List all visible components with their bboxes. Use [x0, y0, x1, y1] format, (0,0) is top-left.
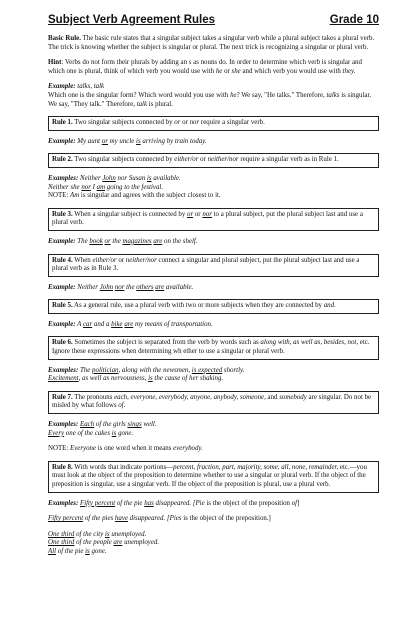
- example-underlined: One third: [48, 530, 75, 538]
- example-text: nor: [115, 174, 129, 182]
- rule-keyword: or: [187, 210, 194, 218]
- hint-text: is singular. We say, "They talk." Therefore,: [48, 91, 372, 108]
- basic-rule-label: Basic Rule.: [48, 35, 81, 42]
- example-underlined: John: [102, 174, 116, 182]
- rule-keyword: neither/nor: [125, 256, 157, 264]
- rule-keyword: of: [118, 402, 124, 410]
- rule-text: Sometimes the subject is separated from the verb by words such as: [72, 339, 261, 347]
- rule-keyword: either/or: [174, 156, 199, 164]
- example-text: available.: [151, 174, 181, 182]
- rule-text: require a singular verb as in Rule 1.: [238, 156, 339, 164]
- example-underlined: others: [136, 283, 154, 291]
- example-underlined: is: [136, 137, 141, 145]
- example-6: [48, 367, 379, 384]
- rule-text: require a singular verb.: [199, 119, 265, 127]
- rule-label: Rule 3.: [52, 210, 73, 218]
- example-underlined: or: [101, 137, 108, 145]
- rule-text: to a plural subject, put the plural subject last and use a plural verb.: [52, 210, 363, 227]
- example-label: Example:: [48, 320, 76, 328]
- rule-label: Rule 5.: [52, 302, 73, 310]
- hint-paragraph: [48, 59, 379, 76]
- example-4: [48, 284, 379, 293]
- hint-he: he: [215, 67, 223, 75]
- example-8a: [48, 500, 379, 509]
- hint-example: [48, 83, 379, 109]
- rule-7-box: [48, 391, 379, 414]
- example-text: Pie: [195, 499, 205, 507]
- example-label: Example:: [48, 237, 76, 245]
- example-underlined: Fifty percent: [79, 499, 116, 507]
- hint-text: and which verb you would use with: [240, 67, 343, 75]
- example-underlined: is: [85, 547, 90, 555]
- note-label: NOTE:: [48, 445, 71, 453]
- example-underlined: Fifty percent: [48, 515, 84, 523]
- example-underlined: book: [89, 237, 103, 245]
- example-underlined: sings: [127, 421, 142, 429]
- note-keyword: Everyone: [70, 445, 97, 453]
- example-text: the: [124, 283, 137, 291]
- hint-talk: talk: [136, 100, 148, 108]
- example-underlined: am: [96, 183, 106, 191]
- example-underlined: Each: [79, 421, 95, 429]
- rule-keyword: either/or: [92, 256, 117, 264]
- example-underlined: nor: [114, 283, 125, 291]
- example-text: I: [90, 183, 97, 191]
- example-8c: [48, 531, 379, 557]
- rule-text: As a general rule, use a plural verb with two or more subjects when they are connected by: [72, 302, 324, 310]
- example-label: Examples:: [48, 174, 79, 182]
- rule-text: .: [123, 402, 126, 410]
- example-underlined: are: [113, 539, 123, 547]
- example-label: Examples:: [48, 366, 79, 374]
- rule-text: or: [180, 119, 190, 127]
- example-underlined: John: [99, 283, 114, 291]
- example-underlined: Excitement: [48, 375, 79, 383]
- example-text: , along with the newsmen,: [118, 366, 192, 374]
- rule-keyword: neither/nor: [207, 156, 239, 164]
- example-text: well.: [141, 421, 157, 429]
- rule-keyword: percent, fraction, part, majority, some, all, none, remainder,: [173, 463, 339, 471]
- example-underlined: are: [155, 283, 165, 291]
- rule-text: etc. Ignore these expressions when determining wh ether to use a singular or plural verb.: [52, 339, 370, 356]
- example-label: Example:: [48, 283, 76, 291]
- rule-label: Rule 6.: [52, 339, 73, 347]
- example-text: of the city: [74, 530, 105, 538]
- rule-8-box: [48, 461, 379, 493]
- example-underlined: nor: [81, 183, 91, 191]
- rule-text: When a singular subject is connected by: [72, 210, 187, 218]
- rule-label: Rule 4.: [52, 256, 73, 264]
- example-text: one of the cakes: [64, 429, 112, 437]
- example-5: [48, 321, 379, 330]
- rule-text: With words that indicate portions—: [72, 463, 174, 471]
- example-label: Examples:: [48, 499, 79, 507]
- example-text: is the object of the preposition: [204, 499, 292, 507]
- rule-text: or: [193, 210, 203, 218]
- example-underlined: politician: [92, 366, 119, 374]
- rule-label: Rule 2.: [52, 156, 73, 164]
- example-text: Neither: [78, 174, 103, 182]
- rule-label: Rule 1.: [52, 119, 73, 127]
- rule-text: or: [198, 156, 208, 164]
- example-underlined: has: [144, 499, 154, 507]
- rule-3-box: [48, 208, 379, 231]
- example-underlined: One third: [48, 539, 75, 547]
- hint-s: s: [188, 59, 192, 67]
- rule-text: connect a singular and plural subject, put the plural subject last and use a plural verb as in Rule 3.: [52, 256, 360, 273]
- example-text: My aunt: [75, 137, 102, 145]
- example-text: shortly.: [222, 366, 245, 374]
- example-text: the cause of her shaking.: [152, 375, 224, 383]
- example-text: my means of transportation.: [133, 320, 213, 328]
- note-keyword: everybody.: [173, 445, 203, 453]
- example-text: of the pie: [56, 547, 86, 555]
- rule-keyword: along with, as well as, besides, not,: [260, 339, 359, 347]
- example-text: Susan: [128, 174, 146, 182]
- example-underlined: is expected: [191, 366, 223, 374]
- example-text: The: [75, 237, 90, 245]
- example-text: of: [291, 499, 298, 507]
- example-underlined: is: [104, 530, 110, 538]
- example-text: is the object of the preposition.]: [181, 515, 271, 523]
- note-text: is singular and agrees with the subject closest to it.: [79, 192, 221, 200]
- rule-text: Two singular subjects connected by: [72, 119, 175, 127]
- example-underlined: car: [82, 320, 93, 328]
- example-text: going to the festival.: [105, 183, 164, 191]
- example-text: of the people: [74, 539, 114, 547]
- example-underlined: are: [124, 320, 134, 328]
- example-text: my uncle: [107, 137, 137, 145]
- rule-text: are singular. Do not be misled by what follows: [52, 393, 372, 410]
- hint-talks: talks: [326, 91, 340, 99]
- example-2: [48, 175, 379, 201]
- rule-keyword: nor: [189, 119, 200, 127]
- rule-keyword: and: [323, 302, 335, 310]
- example-text: A: [75, 320, 83, 328]
- rule-keyword: or: [174, 119, 181, 127]
- example-underlined: All: [48, 547, 57, 555]
- note-label: NOTE:: [48, 192, 71, 200]
- example-text: of the pies: [83, 515, 115, 523]
- example-text: on the shelf.: [162, 237, 198, 245]
- example-text: disappeared. [: [153, 499, 196, 507]
- example-label: Examples:: [48, 421, 79, 429]
- note-keyword: Am: [70, 192, 80, 200]
- hint-text: : Verbs do not form their plurals by adding an: [61, 59, 189, 67]
- document-header: [48, 14, 379, 26]
- rule-keyword: nor: [202, 210, 212, 218]
- example-label: Example:: [48, 83, 76, 91]
- example-text: Neither she: [48, 183, 82, 191]
- rule-text: or: [116, 256, 126, 264]
- example-7: [48, 421, 379, 438]
- hint-text: is plural.: [147, 100, 173, 108]
- example-underlined: is: [148, 375, 153, 383]
- rule-text: etc.—you must look at the object of the preposition to determine whether to use a singular or plural verb. If the object of the preposition is singular, use a singular verb. If the object of the preposition is plural, use a plural verb.: [52, 463, 367, 488]
- example-8b: [48, 515, 379, 524]
- example-3: [48, 238, 379, 247]
- rule-label: Rule 8.: [52, 463, 73, 471]
- example-text: arriving by train today.: [140, 137, 207, 145]
- grade-label: Grade 10: [329, 14, 379, 26]
- basic-rule-paragraph: [48, 35, 379, 52]
- example-text: ]: [297, 499, 300, 507]
- example-text: gone.: [89, 547, 107, 555]
- rule-5-box: [48, 299, 379, 314]
- rule-1-box: [48, 116, 379, 131]
- example-underlined: magazines: [122, 237, 152, 245]
- rule-4-box: [48, 254, 379, 277]
- example-text: talks, talk: [75, 83, 105, 91]
- example-underlined: have: [114, 515, 128, 523]
- example-underlined: is: [147, 174, 152, 182]
- basic-rule-text: The basic rule states that a singular subject takes a singular verb while a plural subject takes a plural verb. The trick is knowing whether the subject is singular or plural. The next trick is recognizing a singular or plural verb.: [48, 35, 375, 51]
- hint-text: as nouns do. In order to determine which verb is singular and which one is plural, think of which verb you would use with: [48, 59, 362, 75]
- hint-he: he: [230, 91, 237, 99]
- example-text: gone.: [116, 429, 134, 437]
- example-text: Pies: [169, 515, 182, 523]
- example-text: unemployed.: [122, 539, 160, 547]
- example-text: the: [110, 237, 123, 245]
- rule-text: Two singular subjects connected by: [72, 156, 175, 164]
- example-text: and a: [92, 320, 112, 328]
- hint-text: ? We say, "He talks." Therefore,: [236, 91, 327, 99]
- hint-label: Hint: [48, 59, 62, 67]
- rule-text: The pronouns: [72, 393, 115, 401]
- rule-keyword: somebody: [279, 393, 307, 401]
- rule-6-box: [48, 336, 379, 359]
- rule-2-box: [48, 153, 379, 168]
- example-text: disappeared. [: [127, 515, 170, 523]
- example-label: Example:: [48, 137, 76, 145]
- hint-text: Which one is the singular form? Which word would you use with: [48, 91, 231, 99]
- example-underlined: are: [153, 237, 163, 245]
- example-1: [48, 138, 379, 147]
- hint-they: they.: [342, 67, 356, 75]
- hint-text: or: [222, 67, 232, 75]
- example-underlined: Every: [48, 429, 65, 437]
- hint-she: she: [231, 67, 241, 75]
- example-text: The: [78, 366, 93, 374]
- rule-text: .: [334, 302, 336, 310]
- example-text: Neither: [75, 283, 100, 291]
- rule-text: and: [265, 393, 280, 401]
- note-7: [48, 445, 379, 454]
- example-text: of the pie: [115, 499, 145, 507]
- example-text: of the girls: [94, 421, 128, 429]
- example-text: available.: [164, 283, 194, 291]
- example-underlined: is: [111, 429, 117, 437]
- example-text: , as well as nervousness,: [78, 375, 149, 383]
- example-text: unemployed.: [109, 530, 147, 538]
- note-text: is one word when it means: [96, 445, 174, 453]
- page-title: Subject Verb Agreement Rules: [48, 14, 216, 26]
- rule-text: When: [72, 256, 93, 264]
- rule-label: Rule 7.: [52, 393, 73, 401]
- example-underlined: or: [104, 237, 111, 245]
- example-underlined: bike: [111, 320, 123, 328]
- rule-keyword: each, everyone, everybody, anyone, anybody, someone,: [114, 393, 266, 401]
